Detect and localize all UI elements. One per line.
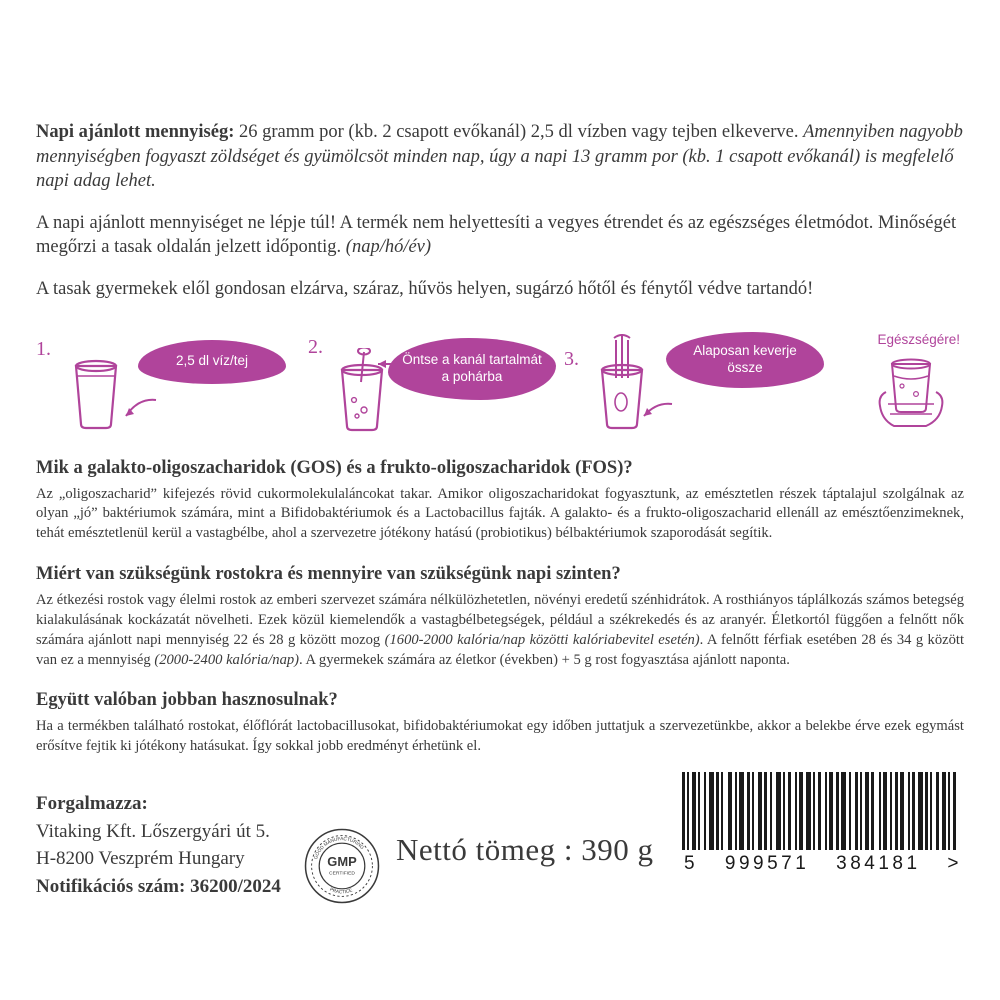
daily-dosage-note: Amennyiben nagyobb mennyiségben fogyaszt zöldséget és gyümölcsöt minden nap, úgy a napi 13 gramm por (kb. 1 csapott evőkanál) is megfelelő napi adag lehet.	[36, 122, 963, 192]
preparation-steps	[36, 320, 964, 438]
barcode-digit-group-3: 384181	[836, 853, 921, 874]
cheers-label: Egészségére!	[877, 331, 960, 347]
warning-paragraph-1	[36, 211, 964, 260]
warning-text-1: A napi ajánlott mennyiséget ne lépje túl! A termék nem helyettesíti a vegyes étrendet és az egészséges életmódot. Minőségét megőrzi a tasak oldalán jelzett időpontig.	[36, 212, 957, 258]
step-2-blob	[388, 338, 556, 400]
barcode-digit-group-1: 5	[684, 853, 699, 874]
daily-dosage-block	[36, 120, 964, 194]
storage-text: A tasak gyermekek elől gondosan elzárva, száraz, hűvös helyen, sugárzó hőtől és fénytől védve tartandó!	[36, 278, 814, 299]
warning-date-format: (nap/hó/év)	[345, 237, 432, 258]
svg-text:CERTIFIED: CERTIFIED	[329, 871, 355, 877]
step-1-number: 1.	[36, 337, 51, 360]
fiber-calorie-note-2: (2000-2400 kalória/nap)	[154, 651, 300, 668]
section-gos-fos-body: Az „oligoszacharid” kifejezés rövid cukormolekulaláncokat takar. Amikor oligoszacharidokat fogyasztunk, az emésztetlen részek táptalajul szolgálnak az olyan „jó” baktériumok számára, mint a Bifidobaktériumok és a Lactobacillus fajták. A galakto- és a frukto-oligoszacharid ellenáll az emésztőenzimeknek, tehát emésztetlenül kerül a vastagbélbe, ahol a szervezetre jótékony hatású (probiotikus) bélbaktériumok szaporodását segítik.	[36, 485, 964, 542]
net-weight: Nettó tömeg : 390 g	[396, 832, 654, 867]
label-content	[36, 120, 964, 757]
barcode-digit-group-2: 999571	[724, 853, 810, 874]
barcode-block	[682, 772, 964, 875]
daily-dosage-label: Napi ajánlott mennyiség:	[36, 122, 235, 142]
barcode-digit-group-4: >	[947, 853, 962, 874]
step-1-label: 2,5 dl víz/tej	[175, 353, 249, 369]
fiber-body-part-1: Az étkezési rostok vagy élelmi rostok az emberi szervezet számára nélkülözhetetlen, növényi eredetű szénhidrátok. A rosthiányos táplálkozás számos betegség kialakulásának kockázatát növelheti. Ezek közül kiemelendők a vastagbélbetegségek, például a székrekedés és az aranyér. Életkortól függően a felnőtt nők számára ajánlott napi mennyiség 22 és 28 g között mozog	[36, 592, 964, 648]
section-synergy-heading: Együtt valóban jobban hasznosulnak?	[36, 690, 338, 711]
section-fiber-need-body	[36, 591, 964, 670]
section-fiber-need-heading: Miért van szükségünk rostokra és mennyire van szükségünk napi szinten?	[36, 564, 621, 585]
distributor-label: Forgalmazza:	[36, 793, 148, 814]
section-gos-fos-heading: Mik a galakto-oligoszacharidok (GOS) és a frukto-oligoszacharidok (FOS)?	[36, 457, 633, 478]
step-2-label: Öntse a kanál tartalmát a pohárba	[402, 351, 542, 384]
warning-paragraph-2	[36, 277, 964, 302]
daily-dosage-text: 26 gramm por (kb. 2 csapott evőkanál) 2,5 dl vízben vagy tejben elkeverve.	[234, 122, 804, 142]
step-2-number: 2.	[308, 335, 323, 358]
section-gos-fos	[36, 458, 964, 545]
fiber-body-part-3: . A gyermekek számára az életkor (években) + 5 g rost fogyasztása ajánlott naponta.	[299, 651, 790, 668]
section-synergy-body: Ha a termékben található rostokat, élőflórát lactobacillusokat, bifidobaktériumokat egy időben juttatjuk a szervezetünkbe, akkor a belekbe érve ezek egymást erősítve fejtik ki jótékony hatásukat. Így sokkal jobb eredményt érhetünk el.	[36, 718, 964, 755]
step-3-label: Alaposan keverje össze	[693, 342, 797, 375]
step-3-blob	[666, 332, 824, 388]
section-fiber-need	[36, 564, 964, 670]
glass-icon	[62, 350, 126, 432]
arrow-icon-1	[118, 396, 158, 426]
notification-number: Notifikációs szám: 36200/2024	[36, 875, 281, 897]
label-footer	[36, 790, 964, 970]
gmp-certified-icon	[304, 828, 380, 904]
fiber-body-part-2: . A felnőtt férfiak esetében 28 és 34 g között van ez a mennyiség	[36, 631, 965, 668]
section-synergy	[36, 690, 964, 757]
distributor-block	[36, 790, 281, 900]
distributor-company: Vitaking Kft. Lőszergyári út 5.	[36, 820, 270, 842]
hand-holding-glass-icon	[868, 356, 954, 436]
svg-text:PRACTICE: PRACTICE	[329, 886, 353, 895]
distributor-address: H-8200 Veszprém Hungary	[36, 848, 245, 870]
fiber-calorie-note-1: (1600-2000 kalória/nap közötti kalóriabevitel esetén)	[384, 631, 700, 648]
svg-text:GMP: GMP	[327, 854, 357, 869]
step-3-number: 3.	[564, 347, 579, 370]
arrow-icon-3	[634, 398, 674, 424]
barcode-number	[682, 853, 964, 875]
barcode-bars	[682, 772, 964, 850]
step-1-blob	[138, 340, 286, 384]
svg-text:GOOD MANUFACTURING: GOOD MANUFACTURING	[313, 836, 365, 860]
